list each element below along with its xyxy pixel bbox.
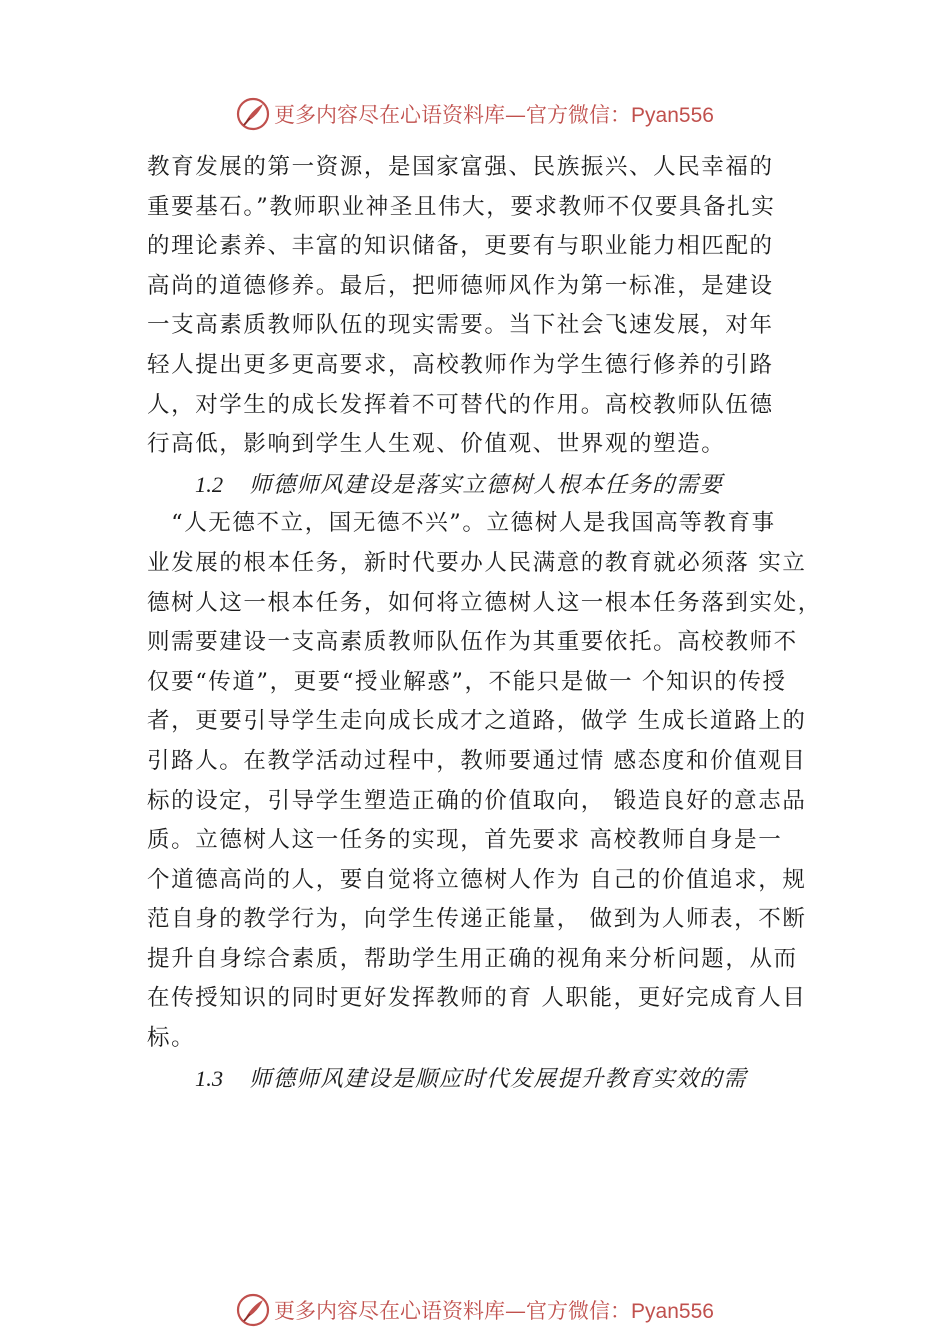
section-title: 师德师风建设是顺应时代发展提升教育实效的需	[249, 1065, 747, 1092]
paragraph-line: 行高低，影响到学生人生观、价值观、世界观的塑造。	[147, 431, 726, 458]
paragraph-line: 标的设定，引导学生塑造正确的价值取向， 锻造良好的意志品	[147, 787, 807, 814]
paragraph-line: 轻人提出更多更高要求，高校教师作为学生德行修养的引路	[147, 351, 774, 378]
paragraph-line: 个道德高尚的人，要自觉将立德树人作为 自己的价值追求，规	[147, 866, 807, 893]
paragraph-line: 提升自身综合素质，帮助学生用正确的视角来分析问题，从而	[147, 945, 798, 972]
quill-logo-icon	[236, 97, 270, 131]
paragraph-line: 者，更要引导学生走向成长成才之道路，做学 生成长道路上的	[147, 708, 807, 735]
watermark-text: 更多内容尽在心语资料库—官方微信：Pyan556	[274, 1299, 714, 1323]
paragraph-line: 仅要“传道”，更要“授业解惑”，不能只是做一 个知识的传授	[147, 668, 787, 695]
paragraph-line: 重要基石。”教师职业神圣且伟大，要求教师不仅要具备扎实	[147, 193, 776, 220]
paragraph-line: 引路人。在教学活动过程中，教师要通过情 感态度和价值观目	[147, 747, 807, 774]
watermark-text: 更多内容尽在心语资料库—官方微信：Pyan556	[274, 103, 714, 127]
paragraph-line: 范自身的教学行为，向学生传递正能量， 做到为人师表，不断	[147, 906, 807, 933]
paragraph-line: 标。	[147, 1025, 196, 1052]
paragraph-line: 在传授知识的同时更好发挥教师的育 人职能，更好完成育人目	[147, 985, 807, 1012]
paragraph-line: 教育发展的第一资源，是国家富强、民族振兴、人民幸福的	[147, 154, 774, 180]
section-title: 师德师风建设是落实立德树人根本任务的需要	[249, 471, 724, 498]
document-body	[147, 148, 837, 1098]
section-number: 1.3	[195, 1065, 224, 1091]
section-heading-1-2	[147, 465, 837, 505]
section-heading-1-3	[147, 1059, 837, 1099]
paragraph-line: 业发展的根本任务，新时代要办人民满意的教育就必须落 实立	[147, 549, 807, 576]
quill-logo-icon	[236, 1293, 270, 1327]
paragraph-line: 则需要建设一支高素质教师队伍作为其重要依托。高校教师不	[147, 629, 798, 656]
paragraph-line: 一支高素质教师队伍的现实需要。当下社会飞速发展，对年	[147, 312, 774, 339]
paragraph-line: “人无德不立，国无德不兴”。立德树人是我国高等教育事	[147, 510, 776, 537]
paragraph-line: 的理论素养、丰富的知识储备，更要有与职业能力相匹配的	[147, 233, 774, 260]
footer-watermark	[0, 1290, 950, 1330]
paragraph-line: 人，对学生的成长发挥着不可替代的作用。高校教师队伍德	[147, 391, 774, 418]
paragraph-line: 高尚的道德修养。最后，把师德师风作为第一标准，是建设	[147, 272, 774, 299]
paragraph-line: 质。立德树人这一任务的实现，首先要求 高校教师自身是一	[147, 827, 783, 854]
section-number: 1.2	[195, 471, 224, 497]
paragraph-line: 德树人这一根本任务，如何将立德树人这一根本任务落到实处，	[147, 589, 822, 616]
header-watermark	[0, 94, 950, 134]
